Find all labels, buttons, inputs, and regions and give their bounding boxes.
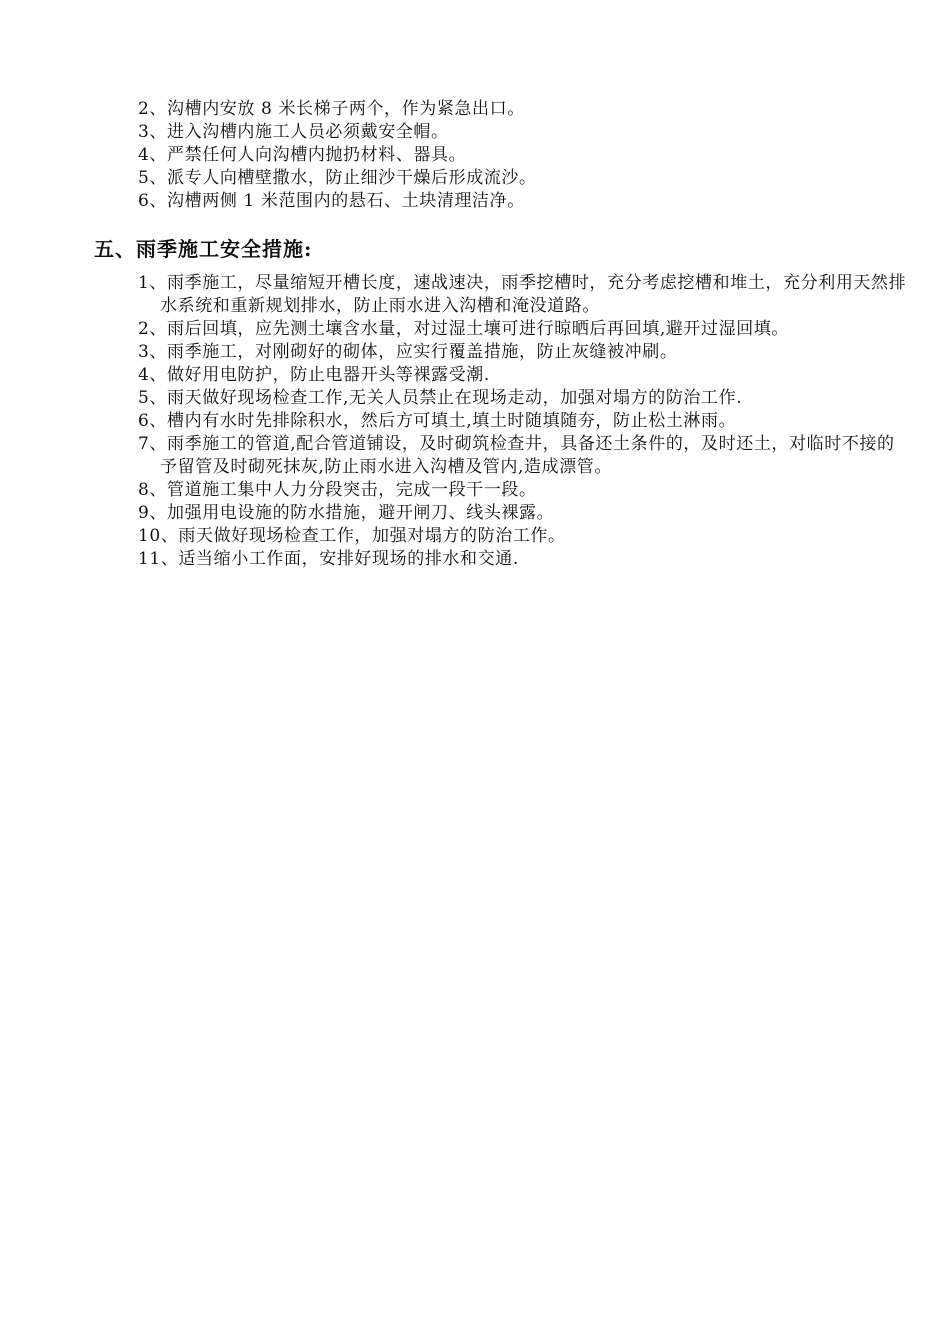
list-item: 6、槽内有水时先排除积水，然后方可填土,填土时随填随夯，防止松土淋雨。 <box>138 411 737 431</box>
list-item: 8、管道施工集中人力分段突击，完成一段干一段。 <box>138 480 537 500</box>
list-item: 3、进入沟槽内施工人员必须戴安全帽。 <box>138 122 449 142</box>
list-item: 3、雨季施工，对刚砌好的砌体，应实行覆盖措施，防止灰缝被冲刷。 <box>138 342 678 362</box>
list-item: 2、沟槽内安放 8 米长梯子两个，作为紧急出口。 <box>138 99 525 119</box>
section-heading: 五、雨季施工安全措施: <box>94 237 313 261</box>
list-item: 9、加强用电设施的防水措施，避开闸刀、线头裸露。 <box>138 503 555 523</box>
list-item: 2、雨后回填，应先测土壤含水量，对过湿土壤可进行晾晒后再回填,避开过湿回填。 <box>138 319 790 339</box>
list-item: 1、雨季施工，尽量缩短开槽长度，速战速决，雨季挖槽时，充分考虑挖槽和堆土，充分利用天然排水系统和重新规划排水，防止雨水进入沟槽和淹没道路。 <box>138 273 907 316</box>
list-item: 4、做好用电防护，防止电器开头等裸露受潮. <box>138 365 490 385</box>
list-item: 5、雨天做好现场检查工作,无关人员禁止在现场走动，加强对塌方的防治工作. <box>138 388 743 408</box>
list-item: 4、严禁任何人向沟槽内抛扔材料、器具。 <box>138 145 467 165</box>
list-item: 7、雨季施工的管道,配合管道铺设，及时砌筑检查井，具备还土条件的，及时还土，对临时不接的予留管及时砌死抹灰,防止雨水进入沟槽及管内,造成漂管。 <box>138 434 895 477</box>
list-item: 10、雨天做好现场检查工作，加强对塌方的防治工作。 <box>138 526 566 546</box>
list-item: 5、派专人向槽壁撒水，防止细沙干燥后形成流沙。 <box>138 168 537 188</box>
rainy-season-measures-list <box>138 272 908 571</box>
list-item: 11、适当缩小工作面，安排好现场的排水和交通. <box>138 549 519 569</box>
list-item: 6、沟槽两侧 1 米范围内的悬石、土块清理洁净。 <box>138 191 525 211</box>
excavation-safety-list <box>138 98 908 213</box>
